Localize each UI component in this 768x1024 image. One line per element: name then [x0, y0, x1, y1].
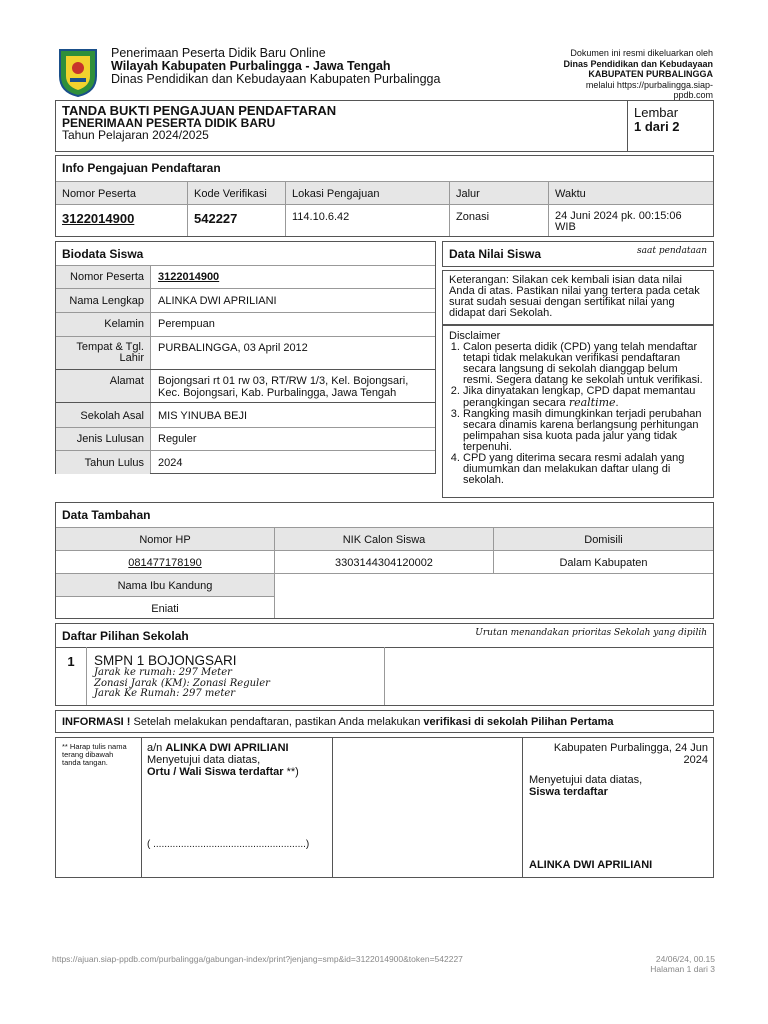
footer-url: https://ajuan.siap-ppdb.com/purbalingga/gabungan-index/print?jenjang=smp&id=3122014900&token=542227 [52, 954, 463, 964]
pilihan-note: Urutan menandakan prioritas Sekolah yang dipilih [475, 628, 707, 638]
doc-title: TANDA BUKTI PENGAJUAN PENDAFTARAN [62, 103, 337, 118]
disclaimer-item-4: 4. CPD yang diterima secara resmi adalah yang diumumkan dan melakukan daftar ulang di sekolah. [463, 453, 709, 486]
title-box [55, 100, 714, 152]
pilihan-title: Daftar Pilihan Sekolah [62, 629, 189, 643]
disclaimer-item-2: 2. Jika dinyatakan lengkap, CPD dapat memantau perangkingan secara realtime. [463, 386, 709, 409]
bio-value-sekolah: MIS YINUBA BEJI [158, 410, 248, 422]
tambahan-header-ibu: Nama Ibu Kandung [117, 580, 213, 592]
sign-an-name: ALINKA DWI APRILIANI [165, 742, 289, 754]
nilai-title: Data Nilai Siswa [449, 247, 542, 261]
header-line1: Penerimaan Peserta Didik Baru Online [111, 46, 326, 60]
tambahan-header-domisili: Domisili [584, 534, 623, 546]
biodata-section [55, 241, 436, 474]
informasi-text: Setelah melakukan pendaftaran, pastikan Anda melakukan [133, 716, 421, 728]
bio-label-nama: Nama Lengkap [69, 295, 144, 307]
disclaimer-box [442, 325, 714, 498]
header-right1: Dokumen ini resmi dikeluarkan oleh [570, 48, 713, 58]
sign-an-prefix: a/n [147, 742, 163, 754]
tambahan-hp-value[interactable]: 081477178190 [128, 557, 202, 569]
pilihan-line2: Zonasi Jarak (KM): Zonasi Reguler [94, 677, 270, 689]
bio-label-tahun: Tahun Lulus [84, 457, 144, 469]
bio-value-nomor[interactable]: 3122014900 [158, 271, 220, 283]
bio-label-lulusan: Jenis Lulusan [76, 433, 144, 445]
crest-logo [56, 46, 100, 98]
bio-label-lahir: Tempat & Tgl. Lahir [76, 341, 144, 364]
doc-year: Tahun Pelajaran 2024/2025 [62, 128, 209, 142]
sign-siswa: Siswa terdaftar [529, 786, 608, 798]
info-header-lokasi: Lokasi Pengajuan [292, 188, 380, 200]
bio-value-kelamin: Perempuan [158, 318, 215, 330]
disclaimer-item-2-realtime: realtime [568, 396, 616, 409]
info-header-waktu: Waktu [555, 188, 586, 200]
tambahan-header-nik: NIK Calon Siswa [342, 534, 426, 546]
disclaimer-item-3: 3. Rangking masih dimungkinkan terjadi perubahan secara dinamis karena berlangsung perhitungan pelimpahan sisa kuota pada jalur yang tidak terpenuhi. [463, 409, 709, 453]
header-line3: Dinas Pendidikan dan Kebudayaan Kabupaten Purbalingga [111, 72, 441, 86]
pilihan-line1: Jarak ke rumah: 297 Meter [94, 667, 232, 678]
info-waktu-value: 24 Juni 2024 pk. 00:15:06 WIB [555, 210, 682, 233]
biodata-title: Biodata Siswa [62, 247, 144, 261]
sign-place-date: Kabupaten Purbalingga, 24 Jun 2024 [553, 742, 708, 766]
lembar-value: 1 dari 2 [634, 119, 680, 134]
footer-page: Halaman 1 dari 3 [650, 964, 715, 974]
informasi-bold: verifikasi di sekolah Pilihan Pertama [423, 716, 614, 728]
bio-value-lahir: PURBALINGGA, 03 April 2012 [158, 342, 308, 354]
info-title: Info Pengajuan Pendaftaran [62, 161, 221, 175]
bio-label-nomor: Nomor Peserta [70, 271, 144, 283]
bio-label-sekolah: Sekolah Asal [80, 410, 144, 422]
informasi-label: INFORMASI ! [62, 716, 131, 728]
bio-value-nama: ALINKA DWI APRILIANI [158, 295, 277, 307]
info-header-jalur: Jalur [456, 188, 480, 200]
tambahan-domisili-value: Dalam Kabupaten [559, 557, 648, 569]
bio-label-kelamin: Kelamin [104, 318, 144, 330]
sign-student-name: ALINKA DWI APRILIANI [529, 859, 653, 871]
info-lokasi-value: 114.10.6.42 [292, 211, 350, 223]
disclaimer-item-2-text: Jika dinyatakan lengkap, CPD dapat memantau perangkingan secara [463, 385, 696, 409]
tambahan-title: Data Tambahan [62, 508, 151, 522]
keterangan-box [442, 270, 714, 325]
nilai-section [442, 241, 714, 267]
info-header-kode: Kode Verifikasi [194, 188, 267, 200]
pilihan-number: 1 [67, 654, 75, 669]
tambahan-section [55, 502, 714, 619]
header-right3: KABUPATEN PURBALINGGA [588, 69, 713, 79]
bio-value-lulusan: Reguler [158, 433, 197, 445]
nilai-keterangan: Keterangan: Silakan cek kembali isian data nilai Anda di atas. Pastikan nilai yang tertera pada cetak surat sudah sesuai dengan sertifikat nilai yang didapat dari Sekolah. [449, 274, 700, 319]
disclaimer-item-1: 1. Calon peserta didik (CPD) yang telah mendaftar tetapi tidak melakukan verifikasi pendaftaran secara langsung di sekolah dianggap belum resmi. Segera datang ke sekolah untuk verifikasi. [463, 342, 709, 386]
info-header-nomor: Nomor Peserta [62, 188, 136, 200]
pilihan-line3: Jarak Ke Rumah: 297 meter [94, 688, 236, 699]
signature-section [55, 737, 714, 878]
info-section [55, 155, 714, 237]
info-jalur-value: Zonasi [456, 211, 490, 223]
lembar-label: Lembar [634, 105, 679, 120]
header-line2: Wilayah Kabupaten Purbalingga - Jawa Tengah [111, 59, 391, 73]
info-kode-value: 542227 [194, 211, 238, 226]
bio-label-alamat: Alamat [109, 375, 144, 387]
header-right2: Dinas Pendidikan dan Kebudayaan [563, 58, 713, 69]
doc-subtitle: PENERIMAAN PESERTA DIDIK BARU [62, 116, 276, 130]
header-right5: ppdb.com [673, 90, 713, 100]
informasi-box [55, 710, 714, 733]
sign-ortu: Ortu / Wali Siswa terdaftar [147, 766, 284, 778]
signature-note: ** Harap tulis nama terang dibawah tanda tangan. [62, 742, 127, 767]
sign-agree-parent: Menyetujui data diatas, [147, 754, 261, 766]
pilihan-school-name: SMPN 1 BOJONGSARI [94, 653, 237, 668]
tambahan-nik-value: 3303144304120002 [335, 557, 433, 569]
tambahan-header-hp: Nomor HP [139, 534, 191, 546]
pilihan-section [55, 623, 714, 706]
bio-value-tahun: 2024 [158, 457, 183, 469]
header-right4: melalui https://purbalingga.siap- [585, 79, 713, 90]
tambahan-ibu-value: Eniati [151, 603, 179, 615]
sign-dots-line: ( .......................................................) [147, 839, 310, 850]
disclaimer-title: Disclaimer [449, 330, 501, 342]
nilai-note: saat pendataan [637, 246, 707, 256]
sign-ortu-suffix: **) [283, 766, 299, 778]
bio-value-alamat: Bojongsari rt 01 rw 03, RT/RW 1/3, Kel. Bojongsari, Kec. Bojongsari, Kab. Purbalingga, Jawa Tengah [158, 375, 409, 399]
sign-agree-student: Menyetujui data diatas, [529, 774, 643, 786]
info-nomor-value[interactable]: 3122014900 [62, 211, 135, 226]
footer-date: 24/06/24, 00.15 [655, 954, 715, 964]
